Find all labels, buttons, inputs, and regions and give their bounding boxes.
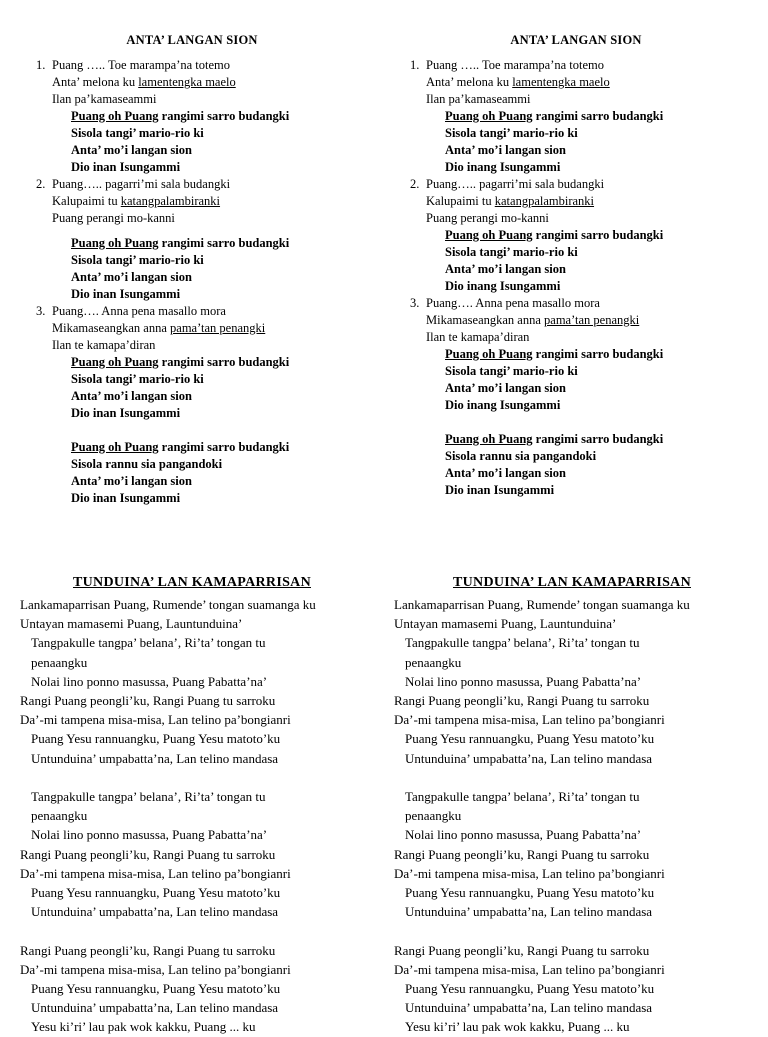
lyric-line: Puang Yesu rannuangku, Puang Yesu matoto’ku [31,885,281,901]
chorus-line: Dio inan Isungammi [71,160,181,174]
chorus-line: Puang oh Puang rangimi sarro budangki [71,236,290,250]
verse-line: 1. Puang ….. Toe marampa’na totemo [36,58,231,72]
lyric-line: Untunduina’ umpabatta’na, Lan telino mandasa [405,904,653,920]
verse-line: 2. Puang….. pagarri’mi sala budangki [36,177,231,191]
chorus-line: Puang oh Puang rangimi sarro budangki [71,109,290,123]
lyric-line: Rangi Puang peongli’ku, Rangi Puang tu sarroku [20,693,276,709]
song2-lyrics [394,595,768,1037]
lyric-line: Da’-mi tampena misa-misa, Lan telino pa’bongianri [20,865,291,881]
lyric-line: Puang Yesu rannuangku, Puang Yesu matoto’ku [405,885,655,901]
lyric-line: Tangpakulle tangpa’ belana’, Ri’ta’ tongan tu [405,635,640,651]
song-title-tunduina: TUNDUINA’ LAN KAMAPARRISAN [72,575,311,590]
lyric-line: Untunduina’ umpabatta’na, Lan telino mandasa [405,1000,653,1016]
chorus-line: Dio inan Isungammi [71,287,181,301]
verse-line: Puang perangi mo-kanni [52,211,175,225]
left-column [0,0,384,1035]
verse-line: Mikamaseangkan anna pama’tan penangki [52,321,266,335]
verse-line: Puang perangi mo-kanni [426,211,549,225]
verse-line: Ilan pa’kamaseammi [426,92,531,106]
lyric-line: Yesu ki’ri’ lau pak wok kakku, Puang ... ku [405,1019,630,1035]
verse-line: 2. Puang….. pagarri’mi sala budangki [410,177,605,191]
lyric-line: Untunduina’ umpabatta’na, Lan telino mandasa [405,750,653,766]
song-title-anta-langan-sion: ANTA’ LANGAN SION [126,33,258,47]
chorus-line: Anta’ mo’i langan sion [445,143,566,157]
verse-line: Ilan pa’kamaseammi [52,92,157,106]
lyric-line: Puang Yesu rannuangku, Puang Yesu matoto’ku [405,731,655,747]
song-title-tunduina: TUNDUINA’ LAN KAMAPARRISAN [452,575,691,590]
right-column [384,0,768,1035]
verse-line: Kalupaimi tu katangpalambiranki [52,194,221,208]
lyric-line: Nolai lino ponno masussa, Puang Pabatta’na’ [405,673,642,689]
spacer [20,768,384,787]
chorus-line: Sisola rannu sia pangandoki [71,457,223,471]
chorus-line: Sisola tangi’ mario-rio ki [71,253,204,267]
chorus-line: Dio inang Isungammi [445,279,561,293]
lyric-line: Puang Yesu rannuangku, Puang Yesu matoto’ku [405,981,655,997]
verse-line: Mikamaseangkan anna pama’tan penangki [426,313,640,327]
lyric-line: Da’-mi tampena misa-misa, Lan telino pa’bongianri [394,961,665,977]
song1-verses [36,57,384,507]
lyric-line: Rangi Puang peongli’ku, Rangi Puang tu sarroku [394,693,650,709]
chorus-line: Anta’ mo’i langan sion [445,381,566,395]
spacer [410,414,768,431]
lyric-line: Rangi Puang peongli’ku, Rangi Puang tu sarroku [20,942,276,958]
lyric-line: Rangi Puang peongli’ku, Rangi Puang tu sarroku [394,942,650,958]
lyric-line: Nolai lino ponno masussa, Puang Pabatta’na’ [31,827,268,843]
chorus-line: Anta’ mo’i langan sion [445,466,566,480]
lyric-line: Da’-mi tampena misa-misa, Lan telino pa’bongianri [394,865,665,881]
verse-line: Ilan te kamapa’diran [426,330,530,344]
chorus-line: Puang oh Puang rangimi sarro budangki [71,355,290,369]
chorus-line: Sisola tangi’ mario-rio ki [445,364,578,378]
verse-line: Anta’ melona ku lamentengka maelo [426,75,610,89]
chorus-line: Dio inang Isungammi [445,398,561,412]
chorus-line: Anta’ mo’i langan sion [71,270,192,284]
chorus-line: Anta’ mo’i langan sion [71,143,192,157]
chorus-line: Sisola tangi’ mario-rio ki [445,126,578,140]
verse-line: Kalupaimi tu katangpalambiranki [426,194,595,208]
chorus-line: Puang oh Puang rangimi sarro budangki [445,228,664,242]
chorus-line: Sisola tangi’ mario-rio ki [445,245,578,259]
verse-line: 3. Puang…. Anna pena masallo mora [410,296,600,310]
lyric-line: penaangku [405,654,462,670]
lyric-line: Rangi Puang peongli’ku, Rangi Puang tu sarroku [20,846,276,862]
lyric-line: Da’-mi tampena misa-misa, Lan telino pa’bongianri [20,961,291,977]
lyric-line: penaangku [405,808,462,824]
lyric-line: Puang Yesu rannuangku, Puang Yesu matoto’ku [31,731,281,747]
spacer [36,422,384,439]
lyric-line: Nolai lino ponno masussa, Puang Pabatta’na’ [31,673,268,689]
chorus-line: Puang oh Puang rangimi sarro budangki [445,347,664,361]
lyric-line: Da’-mi tampena misa-misa, Lan telino pa’bongianri [20,712,291,728]
verse-line: 3. Puang…. Anna pena masallo mora [36,304,226,318]
lyric-line: Untayan mamasemi Puang, Launtunduina’ [20,616,243,632]
spacer [394,768,768,787]
chorus-line: Dio inan Isungammi [71,491,181,505]
chorus-line: Anta’ mo’i langan sion [71,389,192,403]
lyric-line: Puang Yesu rannuangku, Puang Yesu matoto’ku [31,981,281,997]
lyric-line: Untunduina’ umpabatta’na, Lan telino mandasa [31,750,279,766]
lyric-line: Tangpakulle tangpa’ belana’, Ri’ta’ tongan tu [405,789,640,805]
lyric-line: Untayan mamasemi Puang, Launtunduina’ [394,616,617,632]
chorus-line: Dio inang Isungammi [445,160,561,174]
verse-line: Ilan te kamapa’diran [52,338,156,352]
spacer [394,921,768,940]
lyric-line: Lankamaparrisan Puang, Rumende’ tongan suamanga ku [394,597,690,612]
lyric-line: Untunduina’ umpabatta’na, Lan telino mandasa [31,1000,279,1016]
lyric-line: Da’-mi tampena misa-misa, Lan telino pa’bongianri [394,712,665,728]
chorus-line: Sisola tangi’ mario-rio ki [71,126,204,140]
chorus-line: Dio inan Isungammi [71,406,181,420]
lyric-line: Tangpakulle tangpa’ belana’, Ri’ta’ tongan tu [31,635,266,651]
chorus-line: Anta’ mo’i langan sion [71,474,192,488]
chorus-line: Dio inan Isungammi [445,483,555,497]
chorus-line: Anta’ mo’i langan sion [445,262,566,276]
lyric-line: Lankamaparrisan Puang, Rumende’ tongan suamanga ku [20,597,316,612]
lyric-line: Nolai lino ponno masussa, Puang Pabatta’na’ [405,827,642,843]
lyric-line: Yesu ki’ri’ lau pak wok kakku, Puang ... ku [31,1019,256,1035]
lyric-line: Rangi Puang peongli’ku, Rangi Puang tu sarroku [394,846,650,862]
chorus-line: Sisola tangi’ mario-rio ki [71,372,204,386]
verse-line: Anta’ melona ku lamentengka maelo [52,75,236,89]
chorus-line: Puang oh Puang rangimi sarro budangki [445,432,664,446]
spacer [20,921,384,940]
song1-verses [410,57,768,499]
chorus-line: Puang oh Puang rangimi sarro budangki [445,109,664,123]
spacer [36,227,384,235]
song2-lyrics [20,595,384,1037]
song-title-anta-langan-sion: ANTA’ LANGAN SION [510,33,642,47]
lyric-line: penaangku [31,808,88,824]
lyric-line: Untunduina’ umpabatta’na, Lan telino mandasa [31,904,279,920]
chorus-line: Sisola rannu sia pangandoki [445,449,597,463]
lyric-line: penaangku [31,654,88,670]
lyric-line: Tangpakulle tangpa’ belana’, Ri’ta’ tongan tu [31,789,266,805]
chorus-line: Puang oh Puang rangimi sarro budangki [71,440,290,454]
verse-line: 1. Puang ….. Toe marampa’na totemo [410,58,605,72]
